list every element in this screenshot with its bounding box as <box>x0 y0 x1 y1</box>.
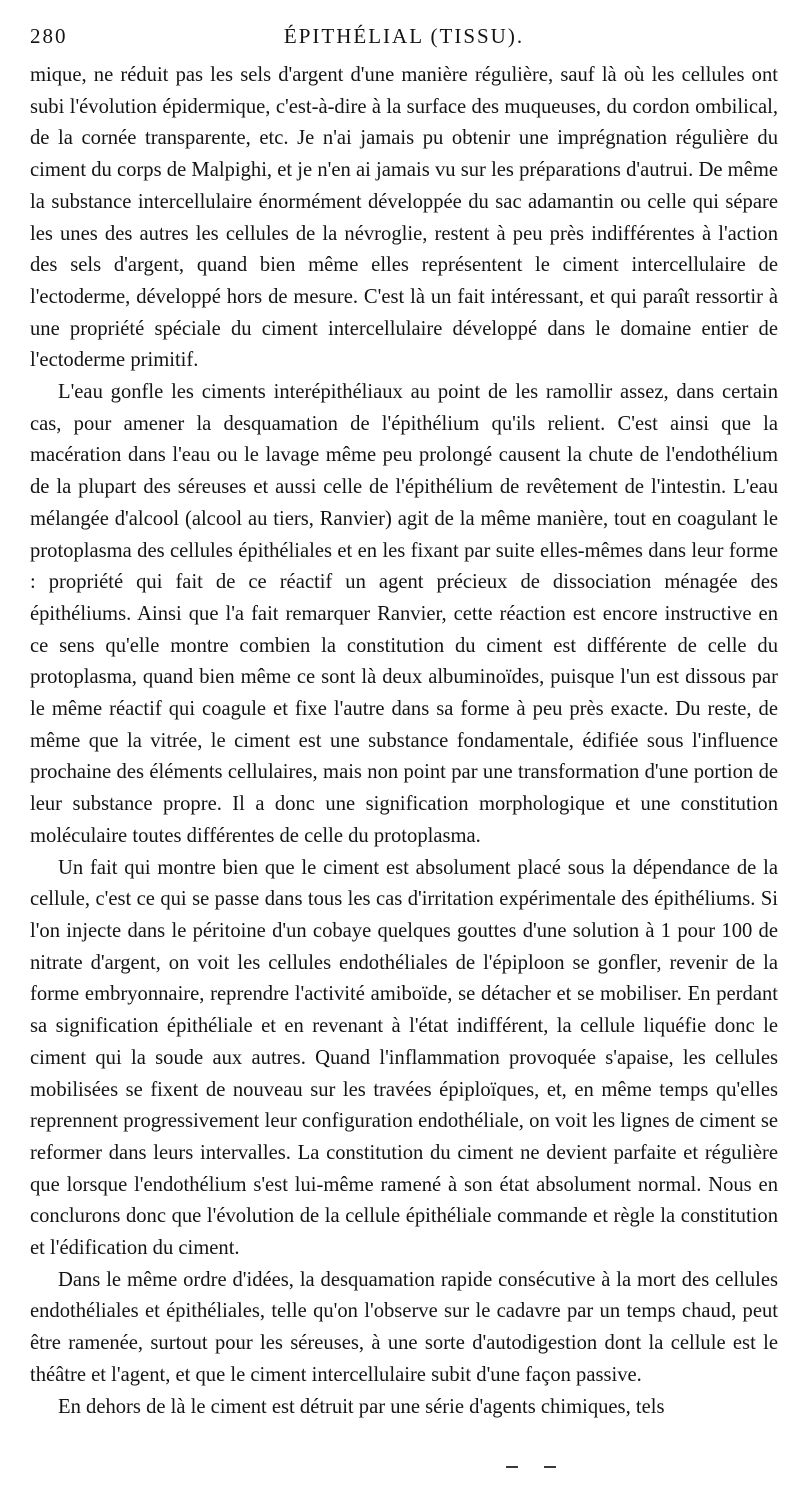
paragraph-5: En dehors de là le ciment est détruit par une série d'agents chimiques, tels <box>58 1395 665 1418</box>
running-head <box>30 20 778 60</box>
paragraph-4: Dans le même ordre d'idées, la desquamation rapide consécutive à la mort des cellules endothéliales et épithéliales, telle qu'on l'observe sur le cadavre par un temps chaud, peut être ramenée, surtout pour les séreuses, à une sorte d'autodigestion dont la cellule est le théâtre et l'agent, et que le ciment intercellulaire subit d'une façon passive. <box>30 1268 778 1386</box>
book-page <box>30 20 778 1423</box>
paragraph-1: mique, ne réduit pas les sels d'argent d'une manière régulière, sauf là où les cellules ont subi l'évolution épidermique, c'est-à-dire à la surface des muqueuses, du cordon ombilical, de la cornée transparente, etc. Je n'ai jamais pu obtenir une imprégnation régulière du ciment du corps de Malpighi, et je n'en ai jamais vu sur les préparations d'autrui. De même la substance intercellulaire énormément développée du sac adamantin ou celle qui sépare les unes des autres les cellules de la névroglie, restent à peu près indifférentes à l'action des sels d'argent, quand bien même elles représentent le ciment intercellulaire de l'ectoderme, développé hors de mesure. C'est là un fait intéressant, et qui paraît ressortir à une propriété spéciale du ciment intercellulaire développé dans le domaine entier de l'ectoderme primitif. <box>30 64 778 372</box>
print-marks <box>500 1466 560 1470</box>
paragraph-3: Un fait qui montre bien que le ciment est absolument placé sous la dépendance de la cellule, c'est ce qui se passe dans tous les cas d'irritation expérimentale des épithéliums. Si l'on injecte dans le péritoine d'un cobaye quelques gouttes d'une solution à 1 pour 100 de nitrate d'argent, on voit les cellules endothéliales de l'épiploon se gonfler, revenir de la forme embryonnaire, reprendre l'activité amiboïde, se détacher et se mobiliser. En perdant sa signification épithéliale et en revenant à l'état indifférent, la cellule liquéfie donc le ciment qui la soude aux autres. Quand l'inflammation provoquée s'apaise, les cellules mobilisées se fixent de nouveau sur les travées épiploïques, et, en même temps qu'elles reprennent progressivement leur configuration endothéliale, on voit les lignes de ciment se reformer dans leurs intervalles. La constitution du ciment ne devient parfaite et régulière que lorsque l'endothélium s'est lui-même ramené à son état absolument normal. Nous en conclurons donc que l'évolution de la cellule épithéliale commande et règle la constitution et l'édification du ciment. <box>30 856 778 1260</box>
running-title: ÉPITHÉLIAL (TISSU). <box>283 24 525 48</box>
page-number: 280 <box>30 24 68 48</box>
print-mark <box>544 1466 556 1468</box>
print-mark <box>506 1466 518 1468</box>
paragraph-2: L'eau gonfle les ciments interépithéliaux au point de les ramollir assez, dans certain cas, pour amener la desquamation de l'épithélium qu'ils relient. C'est ainsi que la macération dans l'eau ou le lavage même peu prolongé causent la chute de l'endothélium de la plupart des séreuses et aussi celle de l'épithélium de revêtement de l'intestin. L'eau mélangée d'alcool (alcool au tiers, Ranvier) agit de la même manière, tout en coagulant le protoplasma des cellules épithéliales et en les fixant par suite elles-mêmes dans leur forme : propriété qui fait de ce réactif un agent précieux de dissociation ménagée des épithéliums. Ainsi que l'a fait remarquer Ranvier, cette réaction est encore instructive en ce sens qu'elle montre combien la constitution du ciment est différente de celle du protoplasma, quand bien même ce sont là deux albuminoïdes, puisque l'un est dissous par le même réactif qui coagule et fixe l'autre dans sa forme à peu près exacte. Du reste, de même que la vitrée, le ciment est une substance fondamentale, édifiée sous l'influence prochaine des éléments cellulaires, mais non point par une transformation d'une portion de leur substance propre. Il a donc une signification morphologique et une constitution moléculaire toutes différentes de celle du protoplasma. <box>30 381 778 847</box>
body-text <box>30 60 778 1423</box>
